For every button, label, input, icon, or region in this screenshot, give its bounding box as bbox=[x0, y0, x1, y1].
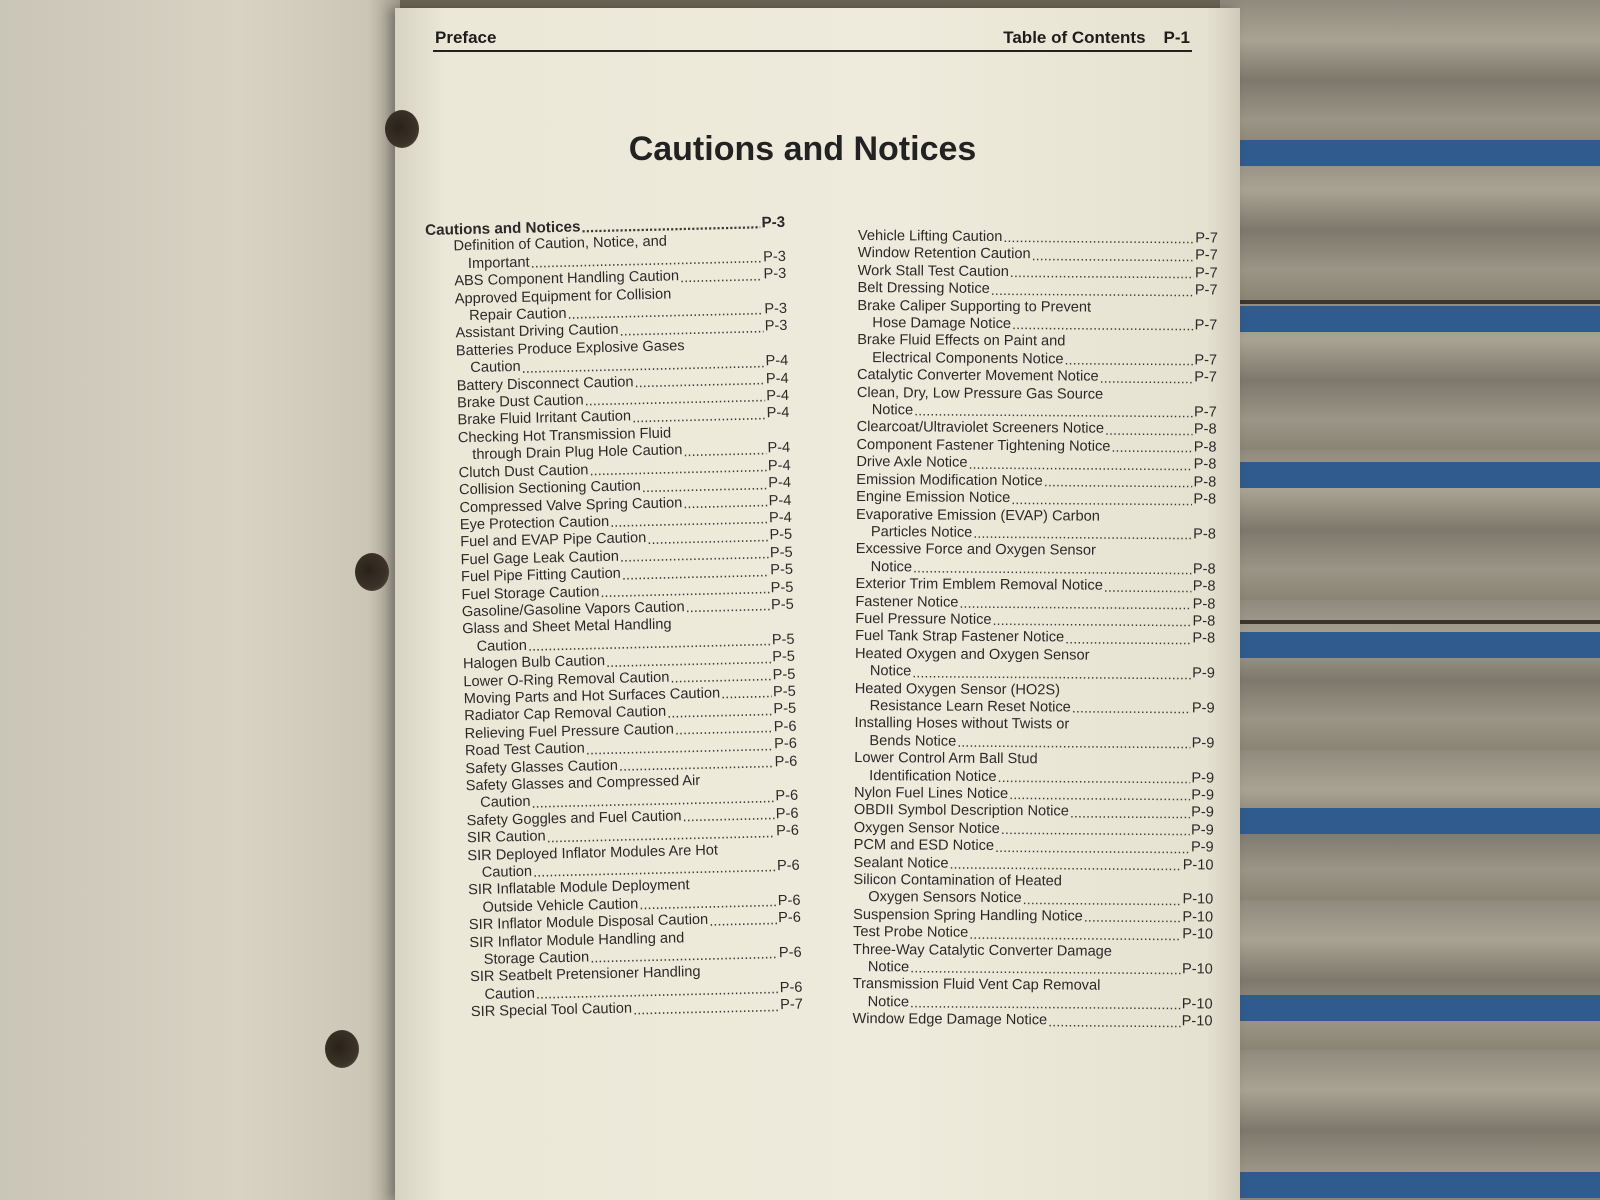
toc-entry-title: Window Edge Damage Notice bbox=[852, 1011, 1048, 1029]
toc-entry-title: Exterior Trim Emblem Removal Notice bbox=[855, 576, 1103, 594]
toc-page-ref: P-5 bbox=[772, 683, 796, 701]
dot-leader bbox=[1084, 911, 1182, 927]
toc-entry-title-cont: Repair Caution bbox=[468, 305, 567, 325]
toc-page-ref: P-5 bbox=[770, 579, 794, 596]
board-paint-stripe bbox=[1220, 808, 1600, 834]
dot-leader bbox=[1065, 632, 1191, 648]
toc-page-ref: P-9 bbox=[1191, 804, 1214, 821]
toc-entry-title: SIR Inflator Module Handling and bbox=[469, 929, 685, 951]
dot-leader bbox=[991, 284, 1194, 300]
toc-entry-title: Lower Control Arm Ball Stud bbox=[854, 750, 1038, 768]
facing-page bbox=[0, 0, 400, 1200]
toc-entry[interactable] bbox=[857, 385, 1217, 422]
header-rule bbox=[433, 50, 1192, 52]
dot-leader bbox=[686, 600, 771, 617]
dot-leader bbox=[680, 269, 763, 286]
toc-page-ref: P-8 bbox=[1193, 491, 1217, 508]
toc-entry-title-cont: Hose Damage Notice bbox=[872, 315, 1012, 333]
dot-leader bbox=[1003, 231, 1194, 247]
toc-entry-title-cont: Identification Notice bbox=[869, 767, 997, 785]
dot-leader bbox=[1010, 266, 1194, 282]
toc-entry-title-cont: Outside Vehicle Caution bbox=[482, 896, 639, 916]
toc-entry-title: OBDII Symbol Description Notice bbox=[853, 802, 1069, 820]
toc-entry-title: Clutch Dust Caution bbox=[458, 462, 589, 481]
toc-entry-title: Halogen Bulb Caution bbox=[462, 653, 606, 673]
toc-page-ref: P-7 bbox=[1194, 282, 1218, 299]
toc-entry-title-cont: Bends Notice bbox=[869, 732, 957, 750]
toc-entry-title: Definition of Caution, Notice, and bbox=[453, 233, 668, 255]
toc-page-ref: P-8 bbox=[1193, 456, 1217, 473]
dot-leader bbox=[1105, 424, 1193, 440]
toc-entry-title: Safety Glasses and Compressed Air bbox=[465, 772, 701, 795]
toc-page-ref: P-9 bbox=[1190, 839, 1214, 856]
toc-entry-title-cont: Storage Caution bbox=[483, 949, 590, 968]
toc-page-ref: P-9 bbox=[1191, 769, 1215, 787]
toc-entry-title: Clearcoat/Ultraviolet Screeners Notice bbox=[856, 419, 1105, 438]
toc-page-ref: P-8 bbox=[1192, 578, 1216, 595]
toc-page-ref: P-6 bbox=[774, 735, 798, 753]
dot-leader bbox=[997, 771, 1190, 787]
toc-entry-title: Catalytic Converter Movement Notice bbox=[856, 367, 1099, 385]
toc-page-ref: P-6 bbox=[773, 718, 797, 735]
toc-entry-title: SIR Special Tool Caution bbox=[470, 1000, 633, 1021]
toc-entry-title-cont: Notice bbox=[870, 558, 913, 576]
toc-entry-title: Transmission Fluid Vent Cap Removal bbox=[852, 976, 1101, 995]
dot-leader bbox=[1001, 823, 1190, 839]
toc-page-ref: P-9 bbox=[1191, 735, 1215, 752]
toc-entry-title-cont: Important bbox=[467, 254, 530, 272]
toc-page-ref: P-5 bbox=[769, 527, 793, 544]
toc-entry-title: SIR Caution bbox=[466, 828, 546, 847]
toc-page-ref: P-5 bbox=[772, 666, 796, 683]
toc-entry-title: SIR Inflatable Module Deployment bbox=[467, 877, 690, 899]
toc-entry-title: Cautions and Notices bbox=[425, 218, 581, 239]
toc-entry-title: Moving Parts and Hot Surfaces Caution bbox=[463, 685, 721, 708]
toc-entry-title: Window Retention Caution bbox=[857, 245, 1031, 263]
toc-entry-title: Fuel Pressure Notice bbox=[855, 610, 992, 628]
toc-entry-title: Fuel Pipe Fitting Caution bbox=[460, 565, 622, 586]
toc-page-ref: P-6 bbox=[779, 979, 803, 997]
page-title: Cautions and Notices bbox=[628, 130, 977, 168]
toc-page-ref: P-6 bbox=[775, 788, 799, 805]
toc-entry[interactable] bbox=[856, 541, 1216, 578]
binder-hole bbox=[355, 553, 389, 591]
toc-entry-title: Relieving Fuel Pressure Caution bbox=[464, 721, 675, 743]
toc-page-ref: P-10 bbox=[1181, 1013, 1213, 1030]
dot-leader bbox=[1064, 354, 1193, 370]
page-number: P-1 bbox=[1163, 28, 1190, 47]
toc-page-ref: P-7 bbox=[779, 996, 804, 1014]
toc-entry-title: Nylon Fuel Lines Notice bbox=[853, 784, 1009, 803]
toc-page-ref: P-7 bbox=[1193, 404, 1217, 421]
toc-entry-title: Fuel Storage Caution bbox=[461, 583, 600, 603]
toc-entry-title-cont: Particles Notice bbox=[870, 524, 973, 541]
toc-entry-title-cont: Notice bbox=[867, 959, 910, 976]
toc-page-ref: P-10 bbox=[1182, 891, 1214, 908]
toc-page-ref: P-5 bbox=[772, 648, 796, 666]
toc-page-ref: P-6 bbox=[774, 753, 798, 770]
toc-page-ref: P-8 bbox=[1192, 630, 1216, 647]
toc-entry-title: Installing Hoses without Twists or bbox=[854, 715, 1070, 733]
section-label: Preface bbox=[435, 28, 497, 47]
toc-entry[interactable] bbox=[857, 298, 1217, 335]
toc-entry-title-cont: Oxygen Sensors Notice bbox=[868, 889, 1022, 907]
dot-leader bbox=[968, 457, 1192, 474]
toc-page-ref: P-8 bbox=[1193, 526, 1216, 543]
dot-leader bbox=[634, 373, 765, 391]
toc-page-ref: P-10 bbox=[1182, 909, 1214, 926]
toc-entry-title-cont: Caution bbox=[484, 985, 536, 1003]
toc-entry-title-cont: Caution bbox=[470, 359, 521, 377]
toc-page-ref: P-7 bbox=[1194, 369, 1218, 386]
toc-entry[interactable] bbox=[855, 646, 1215, 683]
dot-leader bbox=[1012, 319, 1194, 335]
toc-entry[interactable] bbox=[853, 976, 1213, 1013]
toc-page-ref: P-7 bbox=[1194, 265, 1218, 282]
toc-entry-title: Sealant Notice bbox=[853, 854, 949, 872]
toc-entry-title: Emission Modification Notice bbox=[856, 471, 1043, 489]
toc-entry-title: Test Probe Notice bbox=[853, 924, 969, 942]
toc-entry-title: Fuel Gage Leak Caution bbox=[460, 548, 620, 568]
toc-entry-title: Component Fastener Tightening Notice bbox=[856, 436, 1111, 455]
dot-leader bbox=[675, 721, 773, 738]
dot-leader bbox=[1072, 702, 1191, 718]
dot-leader bbox=[721, 687, 772, 703]
board-paint-stripe bbox=[1220, 1172, 1600, 1198]
toc-entry[interactable] bbox=[853, 924, 1213, 944]
toc-entry-title: Brake Fluid Irritant Caution bbox=[457, 408, 632, 429]
dot-leader bbox=[632, 408, 766, 426]
toc-page-ref: P-7 bbox=[1195, 247, 1218, 264]
dot-leader bbox=[667, 704, 773, 721]
toc-entry-title: Engine Emission Notice bbox=[856, 489, 1011, 507]
dot-leader bbox=[633, 1000, 779, 1018]
toc-page-ref: P-8 bbox=[1192, 595, 1216, 613]
dot-leader bbox=[683, 495, 768, 512]
toc-page-ref: P-9 bbox=[1191, 822, 1214, 839]
toc-entry-title: Excessive Force and Oxygen Sensor bbox=[855, 541, 1096, 559]
toc-entry-title: Oxygen Sensor Notice bbox=[853, 819, 1000, 837]
toc-entry-title: Three-Way Catalytic Converter Damage bbox=[852, 941, 1113, 960]
dot-leader bbox=[949, 858, 1181, 875]
toc-page-ref: P-10 bbox=[1181, 996, 1213, 1013]
toc-page-ref: P-5 bbox=[770, 596, 794, 614]
toc-entry[interactable] bbox=[856, 489, 1216, 509]
dot-leader bbox=[1104, 580, 1192, 596]
toc-entry-title: Fuel Tank Strap Fastener Notice bbox=[855, 628, 1065, 646]
toc-entry-title: Silicon Contamination of Heated bbox=[853, 872, 1062, 890]
toc-page-ref: P-4 bbox=[768, 509, 792, 527]
toc-entry-title-cont: Resistance Learn Reset Notice bbox=[869, 698, 1071, 716]
board-paint-stripe bbox=[1220, 462, 1600, 488]
toc-entry[interactable] bbox=[854, 750, 1214, 787]
dot-leader bbox=[1023, 893, 1182, 909]
toc-page-ref: P-3 bbox=[764, 300, 788, 318]
toc-page-ref: P-6 bbox=[776, 822, 800, 840]
toc-page-ref: P-4 bbox=[765, 370, 789, 387]
dot-leader bbox=[1100, 371, 1194, 387]
toc-entry-title: Fastener Notice bbox=[855, 593, 959, 611]
toc-entry[interactable] bbox=[857, 367, 1217, 387]
toc-page-ref: P-7 bbox=[1194, 352, 1218, 369]
toc-entry-title: Clean, Dry, Low Pressure Gas Source bbox=[856, 384, 1104, 403]
toc-entry-title: Brake Caliper Supporting to Prevent bbox=[857, 297, 1092, 316]
toc-page-ref: P-8 bbox=[1193, 421, 1217, 438]
toc-entry-title-cont: Notice bbox=[871, 402, 914, 419]
toc-page-ref: P-6 bbox=[778, 944, 802, 962]
toc-page-ref: P-3 bbox=[762, 248, 787, 266]
toc-page-ref: P-6 bbox=[775, 805, 799, 823]
board-paint-stripe bbox=[1220, 632, 1600, 658]
toc-entry[interactable] bbox=[855, 628, 1215, 648]
toc-page-ref: P-5 bbox=[770, 561, 794, 579]
toc-page-ref: P-4 bbox=[766, 405, 790, 422]
dot-leader bbox=[1111, 441, 1192, 457]
toc-entry-title-cont: Notice bbox=[867, 993, 910, 1011]
toc-entry-title-cont: Caution bbox=[476, 637, 528, 655]
toc-page-ref: P-5 bbox=[769, 544, 793, 561]
toc-page-ref: P-4 bbox=[768, 492, 792, 509]
toc-page-ref: P-10 bbox=[1181, 961, 1213, 978]
toc-entry-title: Fuel and EVAP Pipe Caution bbox=[460, 530, 647, 551]
dot-leader bbox=[1011, 493, 1192, 509]
toc-entry[interactable] bbox=[858, 280, 1218, 300]
dot-leader bbox=[1032, 249, 1195, 265]
toc-page-ref: P-6 bbox=[777, 892, 801, 910]
toc-page-ref: P-8 bbox=[1193, 474, 1217, 491]
toc-entry[interactable] bbox=[852, 1011, 1212, 1031]
toc-page-ref: P-4 bbox=[768, 474, 792, 492]
toc-entry-title: PCM and ESD Notice bbox=[853, 837, 995, 855]
board-paint-stripe bbox=[1220, 995, 1600, 1021]
toc-entry-title: Gasoline/Gasoline Vapors Caution bbox=[461, 599, 685, 621]
toc-entry-title: Brake Dust Caution bbox=[456, 392, 584, 412]
toc-page-ref: P-4 bbox=[765, 353, 789, 370]
toc-entry-title: Heated Oxygen and Oxygen Sensor bbox=[854, 645, 1090, 664]
board-gap bbox=[1220, 300, 1600, 304]
toc-entry-title: SIR Inflator Module Disposal Caution bbox=[468, 912, 709, 934]
dot-leader bbox=[1009, 788, 1190, 804]
toc-entry-title: SIR Deployed Inflator Modules Are Hot bbox=[467, 842, 719, 864]
dot-leader bbox=[683, 443, 766, 460]
toc-left-column bbox=[425, 214, 803, 1023]
toc-entry-title-cont: through Drain Plug Hole Caution bbox=[472, 442, 683, 464]
toc-page-ref: P-3 bbox=[763, 266, 787, 283]
dot-leader bbox=[709, 913, 777, 930]
toc-entry-title: Safety Glasses Caution bbox=[465, 757, 619, 777]
toc-entry[interactable] bbox=[854, 715, 1214, 752]
toc-page-ref: P-8 bbox=[1192, 561, 1216, 578]
toc-entry[interactable] bbox=[857, 332, 1217, 369]
board-paint-stripe bbox=[1220, 306, 1600, 332]
toc-page-ref: P-9 bbox=[1191, 700, 1215, 717]
toc-entry-title: Heated Oxygen Sensor (HO2S) bbox=[854, 680, 1061, 698]
toc-page-ref: P-6 bbox=[776, 857, 800, 875]
toc-entry[interactable] bbox=[856, 506, 1216, 543]
toc-entry-title: Evaporative Emission (EVAP) Carbon bbox=[855, 506, 1100, 525]
header-contents bbox=[1003, 28, 1190, 48]
contents-label: Table of Contents bbox=[1003, 28, 1146, 47]
toc-entry-title: Batteries Produce Explosive Gases bbox=[455, 337, 685, 360]
toc-entry-title: Checking Hot Transmission Fluid bbox=[457, 425, 672, 447]
toc-entry-title: Approved Equipment for Collision bbox=[454, 286, 672, 307]
toc-entry-continuation bbox=[855, 663, 1215, 683]
dot-leader bbox=[682, 808, 775, 825]
toc-entry-title: Compressed Valve Spring Caution bbox=[459, 494, 683, 516]
toc-entry-title: Vehicle Lifting Caution bbox=[857, 228, 1003, 246]
toc-page-ref: P-10 bbox=[1182, 926, 1214, 943]
dot-leader bbox=[973, 527, 1192, 544]
toc-entry-title: Safety Goggles and Fuel Caution bbox=[466, 808, 682, 830]
toc-entry-title: Glass and Sheet Metal Handling bbox=[462, 616, 672, 638]
toc-entry-title: SIR Seatbelt Pretensioner Handling bbox=[469, 964, 701, 986]
dot-leader bbox=[1044, 475, 1193, 491]
toc-entry-title: Radiator Cap Removal Caution bbox=[464, 704, 667, 725]
dot-leader bbox=[1048, 1015, 1181, 1031]
toc-page-ref: P-4 bbox=[767, 440, 791, 457]
toc-page-ref: P-7 bbox=[1194, 317, 1218, 334]
manual-page bbox=[395, 8, 1240, 1200]
dot-leader bbox=[995, 841, 1190, 857]
toc-page-ref: P-5 bbox=[771, 631, 795, 648]
toc-page-ref: P-3 bbox=[761, 213, 786, 232]
dot-leader bbox=[670, 669, 772, 686]
toc-entry[interactable] bbox=[853, 872, 1213, 909]
toc-entry-title: Assistant Driving Caution bbox=[455, 322, 619, 342]
toc-entry-title: Belt Dressing Notice bbox=[857, 280, 990, 298]
toc-entry-title-cont: Notice bbox=[869, 663, 912, 680]
toc-entry-title: Suspension Spring Handling Notice bbox=[853, 906, 1083, 925]
toc-page-ref: P-8 bbox=[1192, 613, 1216, 630]
binder-hole bbox=[325, 1030, 359, 1068]
dot-leader bbox=[642, 478, 768, 496]
dot-leader bbox=[969, 927, 1181, 943]
toc-entry-title: Battery Disconnect Caution bbox=[456, 373, 634, 394]
toc-page-ref: P-3 bbox=[764, 318, 788, 335]
dot-leader bbox=[912, 666, 1191, 683]
dot-leader bbox=[647, 530, 769, 548]
toc-entry-title: Road Test Caution bbox=[464, 740, 585, 760]
toc-page-ref: P-4 bbox=[767, 457, 791, 474]
toc-entry[interactable] bbox=[855, 681, 1215, 718]
toc-entry-title-cont: Electrical Components Notice bbox=[872, 349, 1064, 368]
dot-leader bbox=[1070, 806, 1190, 822]
toc-page-ref: P-10 bbox=[1182, 856, 1214, 874]
dot-leader bbox=[639, 895, 777, 913]
toc-page-ref: P-9 bbox=[1192, 665, 1215, 682]
board-gap bbox=[1220, 620, 1600, 624]
toc-entry-title: Drive Axle Notice bbox=[856, 454, 968, 472]
toc-entry-title-cont: Caution bbox=[480, 794, 531, 812]
toc-page-ref: P-6 bbox=[777, 909, 802, 927]
toc-page-ref: P-7 bbox=[1195, 230, 1218, 247]
toc-entry-title: Work Stall Test Caution bbox=[857, 262, 1009, 280]
toc-page-ref: P-9 bbox=[1191, 787, 1215, 804]
toc-page-ref: P-8 bbox=[1193, 439, 1217, 456]
toc-entry-title-cont: Caution bbox=[481, 863, 533, 881]
toc-page-ref: P-5 bbox=[773, 701, 797, 718]
dot-leader bbox=[959, 597, 1191, 614]
toc-right-column bbox=[852, 228, 1218, 1031]
dot-leader bbox=[992, 614, 1191, 630]
dot-leader bbox=[957, 736, 1191, 753]
toc-entry-title: Brake Fluid Effects on Paint and bbox=[857, 332, 1066, 350]
toc-page-ref: P-4 bbox=[766, 387, 790, 405]
board-paint-stripe bbox=[1220, 140, 1600, 166]
toc-entry-title: Collision Sectioning Caution bbox=[458, 478, 641, 499]
toc-entry-title: ABS Component Handling Caution bbox=[454, 268, 680, 290]
toc-entry-title: Eye Protection Caution bbox=[459, 513, 610, 534]
toc-entry-title: Lower O-Ring Removal Caution bbox=[463, 669, 670, 690]
toc-entry[interactable] bbox=[853, 942, 1213, 979]
